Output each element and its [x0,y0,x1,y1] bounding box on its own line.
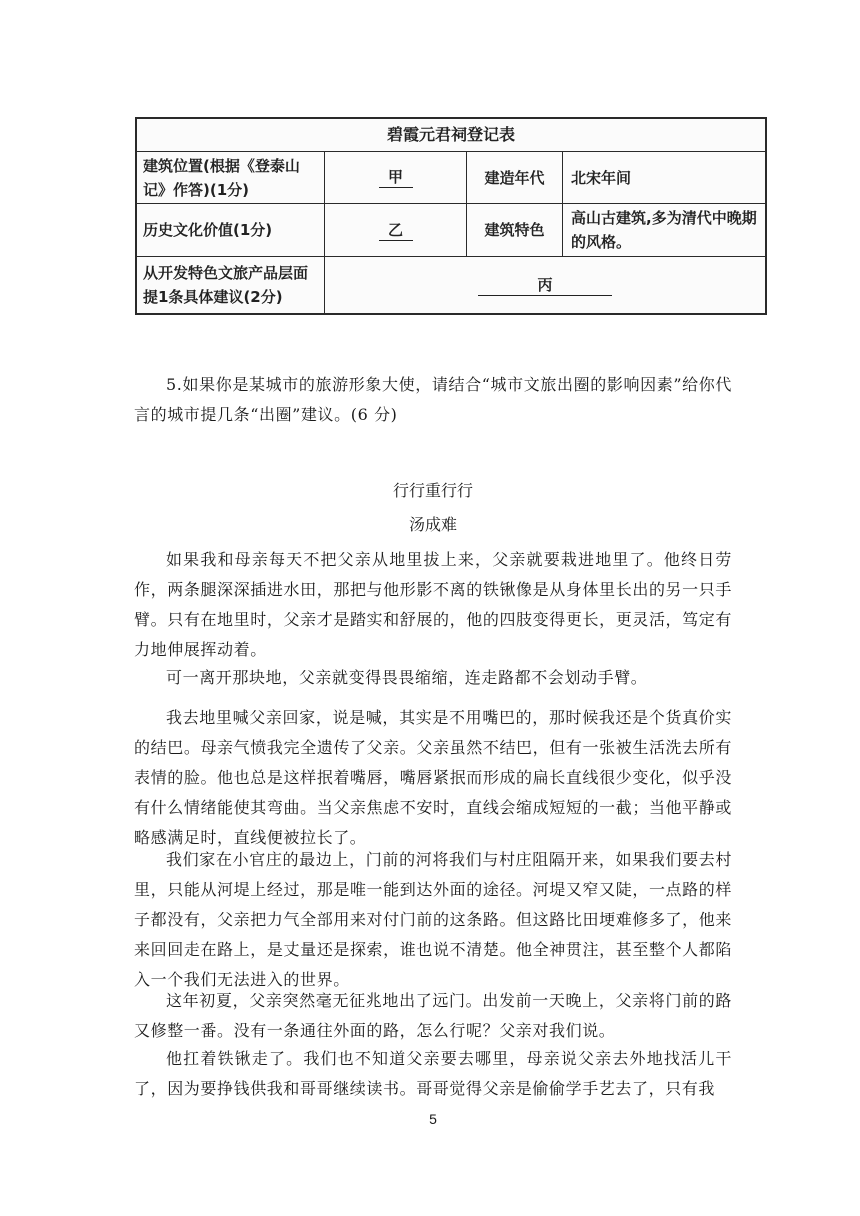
answer-blank: 丙 [478,275,612,296]
table-title: 碧霞元君祠登记表 [137,119,765,152]
table-row [137,257,765,313]
table-row [137,152,765,204]
answer-blank-cell [325,204,467,256]
row-label: 历史文化价值(1分) [137,204,325,256]
table-row [137,204,765,257]
answer-blank-cell [325,257,765,313]
paragraph: 这年初夏，父亲突然毫无征兆地出了远门。出发前一天晚上，父亲将门前的路又修整一番。没有一条通往外面的路，怎么行呢？父亲对我们说。 [134,991,732,1040]
answer-blank: 甲 [379,167,413,188]
field-label: 建造年代 [467,152,563,203]
row-label: 从开发特色文旅产品层面提1条具体建议(2分) [137,257,325,313]
paragraph: 我去地里喊父亲回家，说是喊，其实是不用嘴巴的，那时候我还是个货真价实的结巴。母亲气愤我完全遗传了父亲。父亲虽然不结巴，但有一张被生活洗去所有表情的脸。他也总是这样抿着嘴唇，嘴唇紧抿而形成的扁长直线很少变化，似乎没有什么情绪能使其弯曲。当父亲焦虑不安时，直线会缩成短短的一截；当他平静或略感满足时，直线便被拉长了。 [134,708,732,847]
registration-table [135,117,767,315]
field-value: 高山古建筑,多为清代中晚期的风格。 [571,209,757,251]
article-author: 汤成难 [408,515,457,534]
field-value: 北宋年间 [571,168,632,187]
paragraph: 可一离开那块地，父亲就变得畏畏缩缩，连走路都不会划动手臂。 [166,668,648,687]
field-label: 建筑特色 [467,204,563,256]
question-5: 5.如果你是某城市的旅游形象大使，请结合“城市文旅出圈的影响因素”给你代言的城市提几条“出圈”建议。(6 分) [134,375,732,424]
article-title: 行行重行行 [392,481,473,500]
answer-blank: 乙 [379,220,413,241]
paragraph: 他扛着铁锹走了。我们也不知道父亲要去哪里，母亲说父亲去外地找活儿干了，因为要挣钱供我和哥哥继续读书。哥哥觉得父亲是偷偷学手艺去了，只有我 [134,1049,732,1098]
paragraph: 我们家在小官庄的最边上，门前的河将我们与村庄阻隔开来，如果我们要去村里，只能从河堤上经过，那是唯一能到达外面的途径。河堤又窄又陡，一点路的样子都没有，父亲把力气全部用来对付门前的这条路。但这路比田埂难修多了，他来来回回走在路上，是丈量还是探索，谁也说不清楚。他全神贯注，甚至整个人都陷入一个我们无法进入的世界。 [134,850,732,989]
answer-blank-cell [325,152,467,203]
paragraph: 如果我和母亲每天不把父亲从地里拔上来，父亲就要栽进地里了。他终日劳作，两条腿深深插进水田，那把与他形影不离的铁锹像是从身体里长出的另一只手臂。只有在地里时，父亲才是踏实和舒展的，他的四肢变得更长，更灵活，笃定有力地伸展挥动着。 [134,550,732,659]
page-number: 5 [429,1111,437,1127]
row-label: 建筑位置(根据《登泰山记》作答)(1分) [137,152,325,203]
